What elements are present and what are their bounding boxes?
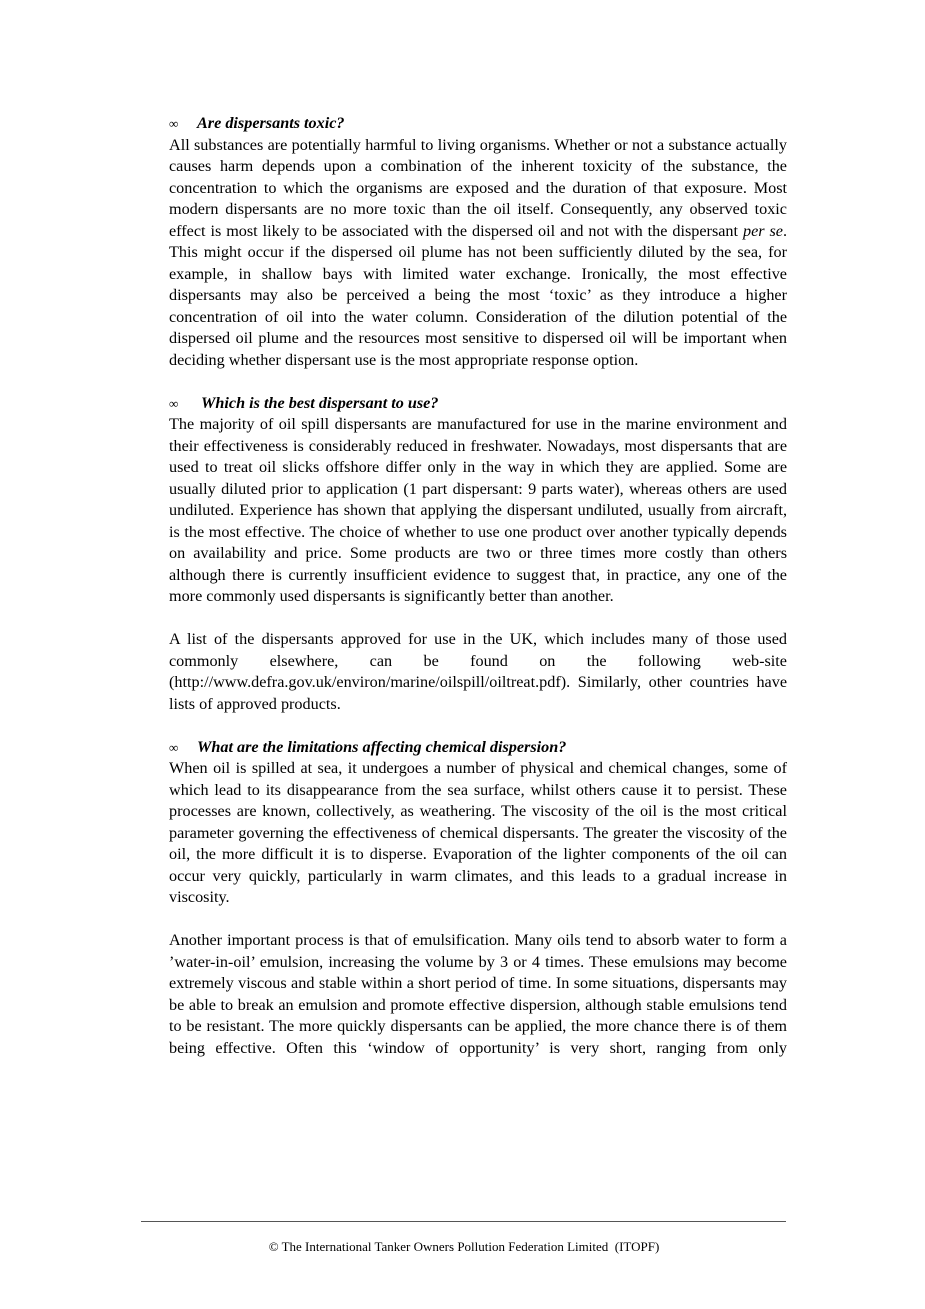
heading-text: What are the limitations affecting chemical dispersion?	[197, 737, 567, 756]
footer-copyright: © The International Tanker Owners Pollution Federation Limited (ITOPF)	[268, 1239, 660, 1254]
paragraph-text: . This might occur if the dispersed oil plume has not been sufficiently diluted by the sea, for example, in shallow bays with limited water exchange. Ironically, the most effective dispersants may also be perceived a being the most ‘toxic’ as they introduce a higher concentration of oil into the water column. Consideration of the dilution potential of the dispersed oil plume and the resources most sensitive to dispersed oil will be important when deciding whether dispersant use is the most appropriate response option.	[169, 221, 788, 369]
section-heading	[169, 113, 787, 135]
document-body	[169, 113, 787, 1081]
paragraph-approved-list: A list of the dispersants approved for use in the UK, which includes many of those used commonly elsewhere, can be found on the following web-site (http://www.defra.gov.uk/environ/marine/oilspill/oiltreat.pdf). Similarly, other countries have lists of approved products.	[169, 630, 787, 713]
section-dispersant-toxicity	[169, 113, 787, 371]
heading-text: Are dispersants toxic?	[197, 114, 345, 132]
section-limitations	[169, 737, 787, 1060]
paragraph: The majority of oil spill dispersants are manufactured for use in the marine environment and their effectiveness is considerably reduced in freshwater. Nowadays, most dispersants that are used to treat oil slicks offshore differ only in the way in which they are applied. Some are usually diluted prior to application (1 part dispersant: 9 parts water), whereas others are used undiluted. Experience has shown that applying the dispersant undiluted, usually from aircraft, is the most effective. The choice of whether to use one product over another typically depends on availability and price. Some products are two or three times more costly than others although there is currently insufficient evidence to suggest that, in practice, any one of the more commonly used dispersants is significantly better than another.	[169, 415, 787, 605]
section-heading	[169, 393, 787, 415]
section-best-dispersant	[169, 393, 787, 716]
infinity-bullet-icon: ∞	[169, 116, 179, 131]
heading-text: Which is the best dispersant to use?	[201, 393, 439, 412]
footer-divider	[141, 1221, 786, 1222]
paragraph: When oil is spilled at sea, it undergoes a number of physical and chemical changes, some of which lead to its disappearance from the sea surface, whilst others cause it to persist. These processes are known, collectively, as weathering. The viscosity of the oil is the most critical parameter governing the effectiveness of chemical dispersants. The greater the viscosity of the oil, the more difficult it is to disperse. Evaporation of the lighter components of the oil can occur very quickly, particularly in warm climates, and this leads to a gradual increase in viscosity.	[169, 759, 787, 906]
emphasis-text: per se	[742, 221, 783, 240]
paragraph: Another important process is that of emulsification. Many oils tend to absorb water to form a ’water-in-oil’ emulsion, increasing the volume by 3 or 4 times. These emulsions may become extremely viscous and stable within a short period of time. In some situations, dispersants may be able to break an emulsion and promote effective dispersion, although stable emulsions tend to be resistant. The more quickly dispersants can be applied, the more chance there is of them being effective. Often this ‘window of opportunity’ is very short, ranging from only	[169, 931, 787, 1057]
section-heading	[169, 737, 787, 759]
paragraph	[169, 135, 787, 372]
infinity-bullet-icon: ∞	[169, 739, 179, 755]
infinity-bullet-icon: ∞	[169, 395, 179, 411]
paragraph-text: All substances are potentially harmful to living organisms. Whether or not a substance actually causes harm depends upon a combination of the inherent toxicity of the substance, the concentration to which the organisms are exposed and the duration of that exposure. Most modern dispersants are no more toxic than the oil itself. Consequently, any observed toxic effect is most likely to be associated with the dispersed oil and not with the dispersant	[169, 135, 787, 240]
